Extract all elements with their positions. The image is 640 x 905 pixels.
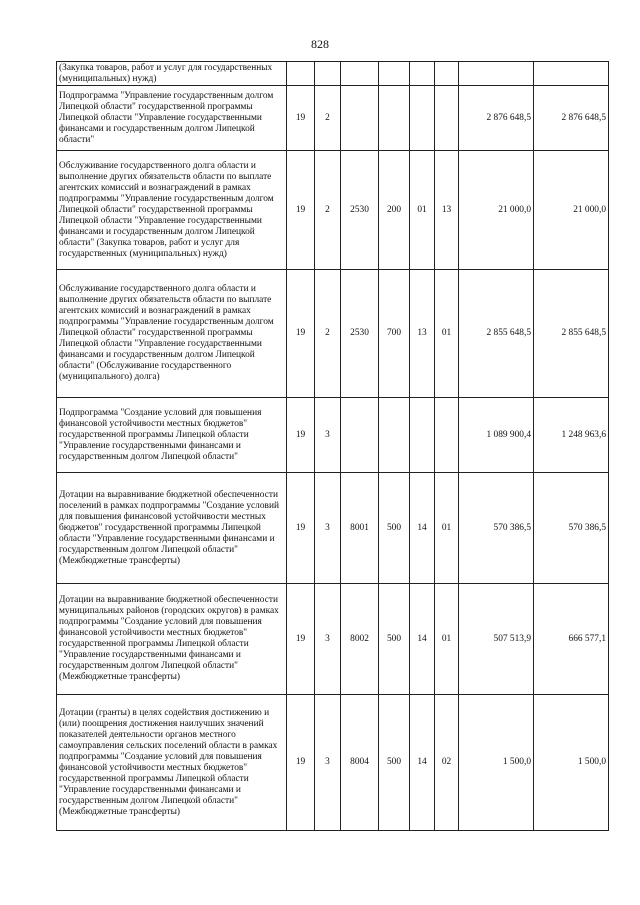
table-row — [57, 270, 609, 398]
cell-sum1: 570 386,5 — [459, 473, 534, 584]
cell-sum1 — [459, 62, 534, 86]
cell-gp: 19 — [287, 151, 315, 270]
cell-sum1: 2 876 648,5 — [459, 86, 534, 151]
cell-sum1: 1 089 900,4 — [459, 398, 534, 473]
cell-gp: 19 — [287, 695, 315, 831]
cell-pp: 2 — [315, 270, 341, 398]
table-row — [57, 86, 609, 151]
cell-gp: 19 — [287, 473, 315, 584]
cell-pp: 3 — [315, 584, 341, 695]
budget-table — [56, 61, 609, 831]
cell-vr: 500 — [379, 473, 410, 584]
cell-pr — [435, 398, 459, 473]
cell-csr: 8004 — [341, 695, 379, 831]
cell-name: Дотации (гранты) в целях содействия достижению и (или) поощрения достижения наилучших значений показателей деятельности органов местного самоуправления сельских поселений области в рамках подпрограммы "Создание условий для повышения финансовой устойчивости местных бюджетов" государственной программы Липецкой области "Управление государственными финансами и государственным долгом Липецкой области" (Межбюджетные трансферты) — [57, 695, 287, 831]
cell-vr — [379, 86, 410, 151]
cell-sum1: 2 855 648,5 — [459, 270, 534, 398]
cell-sum2: 2 855 648,5 — [534, 270, 609, 398]
cell-csr: 2530 — [341, 270, 379, 398]
cell-vr: 500 — [379, 695, 410, 831]
cell-pp: 2 — [315, 86, 341, 151]
cell-gp: 19 — [287, 86, 315, 151]
cell-name: Дотации на выравнивание бюджетной обеспеченности поселений в рамках подпрограммы "Создание условий для повышения финансовой устойчивости местных бюджетов" государственной программы Липецкой области "Управление государственными финансами и государственным долгом Липецкой области" (Межбюджетные трансферты) — [57, 473, 287, 584]
cell-name: Обслуживание государственного долга области и выполнение других обязательств области по выплате агентских комиссий и вознаграждений в рамках подпрограммы "Управление государственным долгом Липецкой области" государственной программы Липецкой области "Управление государственными финансами и государственным долгом Липецкой области" (Закупка товаров, работ и услуг для государственных (муниципальных) нужд) — [57, 151, 287, 270]
cell-name: Подпрограмма "Создание условий для повышения финансовой устойчивости местных бюджетов" государственной программы Липецкой области "Управление государственными финансами и государственным долгом Липецкой области" — [57, 398, 287, 473]
cell-vr: 200 — [379, 151, 410, 270]
cell-name: (Закупка товаров, работ и услуг для государственных (муниципальных) нужд) — [57, 62, 287, 86]
table-body — [57, 62, 609, 831]
cell-gp: 19 — [287, 584, 315, 695]
cell-csr: 8002 — [341, 584, 379, 695]
cell-sum2: 2 876 648,5 — [534, 86, 609, 151]
cell-pp — [315, 62, 341, 86]
cell-rz: 13 — [410, 270, 435, 398]
cell-pp: 3 — [315, 398, 341, 473]
cell-gp: 19 — [287, 398, 315, 473]
cell-pr — [435, 62, 459, 86]
cell-sum2: 666 577,1 — [534, 584, 609, 695]
cell-pr: 01 — [435, 473, 459, 584]
table-row — [57, 398, 609, 473]
cell-rz — [410, 86, 435, 151]
page-number: 828 — [311, 37, 329, 51]
cell-csr: 2530 — [341, 151, 379, 270]
cell-pp: 2 — [315, 151, 341, 270]
cell-csr — [341, 62, 379, 86]
cell-csr: 8001 — [341, 473, 379, 584]
table-row — [57, 473, 609, 584]
cell-pr — [435, 86, 459, 151]
table-row — [57, 584, 609, 695]
cell-pr: 01 — [435, 584, 459, 695]
cell-sum2: 570 386,5 — [534, 473, 609, 584]
cell-sum2 — [534, 62, 609, 86]
cell-sum1: 21 000,0 — [459, 151, 534, 270]
cell-csr — [341, 86, 379, 151]
cell-pr: 02 — [435, 695, 459, 831]
cell-pp: 3 — [315, 473, 341, 584]
cell-vr — [379, 398, 410, 473]
cell-sum2: 1 500,0 — [534, 695, 609, 831]
cell-sum1: 507 513,9 — [459, 584, 534, 695]
cell-csr — [341, 398, 379, 473]
cell-rz: 14 — [410, 695, 435, 831]
table-row — [57, 62, 609, 86]
cell-pr: 13 — [435, 151, 459, 270]
cell-rz — [410, 398, 435, 473]
cell-rz: 14 — [410, 473, 435, 584]
cell-rz — [410, 62, 435, 86]
cell-pp: 3 — [315, 695, 341, 831]
cell-rz: 14 — [410, 584, 435, 695]
cell-pr: 01 — [435, 270, 459, 398]
cell-rz: 01 — [410, 151, 435, 270]
cell-vr — [379, 62, 410, 86]
table-row — [57, 695, 609, 831]
cell-name: Обслуживание государственного долга области и выполнение других обязательств области по выплате агентских комиссий и вознаграждений в рамках подпрограммы "Управление государственным долгом Липецкой области" государственной программы Липецкой области "Управление государственными финансами и государственным долгом Липецкой области" (Обслуживание государственного (муниципального) долга) — [57, 270, 287, 398]
cell-vr: 700 — [379, 270, 410, 398]
table-row — [57, 151, 609, 270]
cell-gp — [287, 62, 315, 86]
cell-name: Подпрограмма "Управление государственным долгом Липецкой области" государственной программы Липецкой области "Управление государственными финансами и государственным долгом Липецкой области" — [57, 86, 287, 151]
cell-vr: 500 — [379, 584, 410, 695]
cell-gp: 19 — [287, 270, 315, 398]
cell-sum1: 1 500,0 — [459, 695, 534, 831]
cell-name: Дотации на выравнивание бюджетной обеспеченности муниципальных районов (городских округов) в рамках подпрограммы "Создание условий для повышения финансовой устойчивости местных бюджетов" государственной программы Липецкой области "Управление государственными финансами и государственным долгом Липецкой области" (Межбюджетные трансферты) — [57, 584, 287, 695]
cell-sum2: 21 000,0 — [534, 151, 609, 270]
cell-sum2: 1 248 963,6 — [534, 398, 609, 473]
